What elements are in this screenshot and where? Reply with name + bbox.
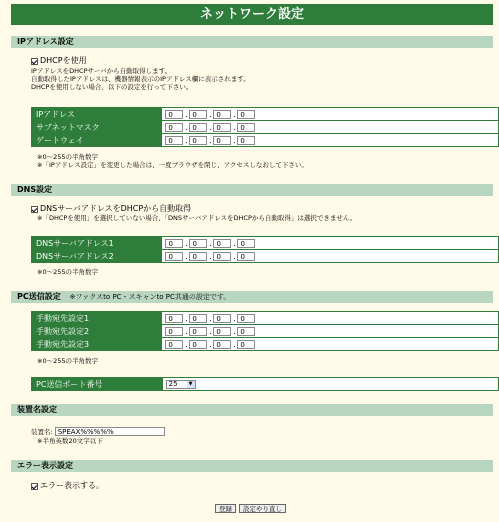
device-name-note: ※半角英数20文字以下 [37,437,103,445]
pc-port-select[interactable] [166,380,196,389]
dns-server-1-row [32,237,499,250]
octet-field[interactable]: 0 [165,136,183,145]
dns-server-1-input: 0 . 0 . 0 . 0 [165,239,498,248]
pc-port-row [32,378,499,391]
chevron-down-icon[interactable]: ▼ [187,381,195,388]
form-buttons [215,504,286,513]
ip-desc-line-1: IPアドレスをDHCPサーバから自動取得します。 [31,67,172,75]
octet-field[interactable]: 0 [213,340,231,349]
dns-server-2-label: DNSサーバアドレス2 [32,250,162,263]
dns-auto-checkbox-label: DNSサーバアドレスをDHCPから自動取得 [40,204,192,213]
device-name-row [31,427,165,436]
dns-server-2-input: 0 . 0 . 0 . 0 [165,252,498,261]
ip-address-row [32,108,499,121]
ip-note-2: ※「IPアドレス設定」を変更した場合は、一度ブラウザを閉じ、アクセスしなおして下さい。 [37,161,308,169]
pc-send-header-title: PC送信設定 [17,292,61,301]
ip-address-input: 0 . 0 . 0 . 0 [165,110,498,119]
ip-settings-table [31,107,499,147]
page-title: ネットワーク設定 [11,4,493,25]
octet-field[interactable]: 0 [189,239,207,248]
octet-field[interactable]: 0 [237,239,255,248]
ip-desc-line-3: DHCPを使用しない場合、以下の設定を行って下さい。 [31,83,193,91]
octet-field[interactable]: 0 [189,340,207,349]
octet-field[interactable]: 0 [213,123,231,132]
manual-dest-2-row [32,325,499,338]
subnet-mask-label: サブネットマスク [32,121,162,134]
octet-field[interactable]: 0 [213,239,231,248]
octet-field[interactable]: 0 [189,123,207,132]
register-button[interactable]: 登録 [215,504,236,513]
manual-dest-1-row [32,312,499,325]
checkbox-checked-icon[interactable] [31,483,38,490]
device-name-input[interactable]: SPEAX%%%%% [55,427,165,436]
octet-field[interactable]: 0 [165,123,183,132]
dns-settings-table [31,236,499,263]
pc-send-header-note: ※ファクスto PC・スキャンto PC共通の設定です。 [69,293,231,301]
gateway-row [32,134,499,147]
octet-field[interactable]: 0 [237,136,255,145]
error-display-section-header: エラー表示設定 [11,460,493,472]
octet-field[interactable]: 0 [213,252,231,261]
error-display-checkbox[interactable] [31,481,104,491]
reset-button[interactable]: 設定やり直し [239,504,286,513]
octet-field[interactable]: 0 [213,327,231,336]
ip-note-1: ※0～255の半角数字 [37,153,98,161]
octet-field[interactable]: 0 [189,252,207,261]
octet-field[interactable]: 0 [189,110,207,119]
device-name-section-header: 装置名設定 [11,404,493,416]
octet-field[interactable]: 0 [189,136,207,145]
dns-section-header: DNS設定 [11,184,493,196]
checkbox-checked-icon[interactable] [31,206,38,213]
pc-send-note: ※0～255の半角数字 [37,357,98,365]
ip-address-label: IPアドレス [32,108,162,121]
manual-dest-2-input: 0 . 0 . 0 . 0 [165,327,498,336]
manual-dest-1-input: 0 . 0 . 0 . 0 [165,314,498,323]
device-name-label: 装置名: [31,427,53,436]
octet-field[interactable]: 0 [237,327,255,336]
pc-port-value: 25 [168,380,178,388]
octet-field[interactable]: 0 [213,314,231,323]
ip-section-header: IPアドレス設定 [11,36,493,48]
manual-dest-3-label: 手動宛先設定3 [32,338,162,351]
octet-field[interactable]: 0 [165,252,183,261]
octet-field[interactable]: 0 [237,314,255,323]
subnet-mask-input: 0 . 0 . 0 . 0 [165,123,498,132]
pc-port-table [31,377,499,391]
octet-field[interactable]: 0 [213,136,231,145]
dns-auto-checkbox[interactable] [31,204,191,214]
dhcp-checkbox[interactable] [31,56,87,66]
gateway-input: 0 . 0 . 0 . 0 [165,136,498,145]
manual-dest-3-input: 0 . 0 . 0 . 0 [165,340,498,349]
octet-field[interactable]: 0 [237,252,255,261]
dns-server-2-row [32,250,499,263]
ip-desc-line-2: 自動取得したIPアドレスは、機器情報表示のIPアドレス欄に表示されます。 [31,75,250,83]
subnet-mask-row [32,121,499,134]
octet-field[interactable]: 0 [237,123,255,132]
octet-field[interactable]: 0 [237,340,255,349]
ip-description [31,67,250,91]
octet-field[interactable]: 0 [237,110,255,119]
octet-field[interactable]: 0 [165,239,183,248]
manual-dest-1-label: 手動宛先設定1 [32,312,162,325]
pc-send-table [31,311,499,351]
dhcp-checkbox-label: DHCPを使用 [40,56,87,65]
octet-field[interactable]: 0 [213,110,231,119]
dns-description: ※「DHCPを使用」を選択していない場合、「DNSサーバアドレスをDHCPから自動取得」は選択できません。 [37,214,357,222]
manual-dest-2-label: 手動宛先設定2 [32,325,162,338]
pc-port-label: PC送信ポート番号 [32,378,163,391]
octet-field[interactable]: 0 [165,327,183,336]
octet-field[interactable]: 0 [189,314,207,323]
octet-field[interactable]: 0 [165,314,183,323]
checkbox-checked-icon[interactable] [31,58,38,65]
dns-server-1-label: DNSサーバアドレス1 [32,237,162,250]
error-display-checkbox-label: エラー表示する。 [40,481,104,490]
gateway-label: ゲートウェイ [32,134,162,147]
octet-field[interactable]: 0 [165,110,183,119]
dns-note: ※0～255の半角数字 [37,268,98,276]
octet-field[interactable]: 0 [165,340,183,349]
octet-field[interactable]: 0 [189,327,207,336]
manual-dest-3-row [32,338,499,351]
pc-send-section-header [11,291,493,303]
ip-notes [37,153,308,169]
